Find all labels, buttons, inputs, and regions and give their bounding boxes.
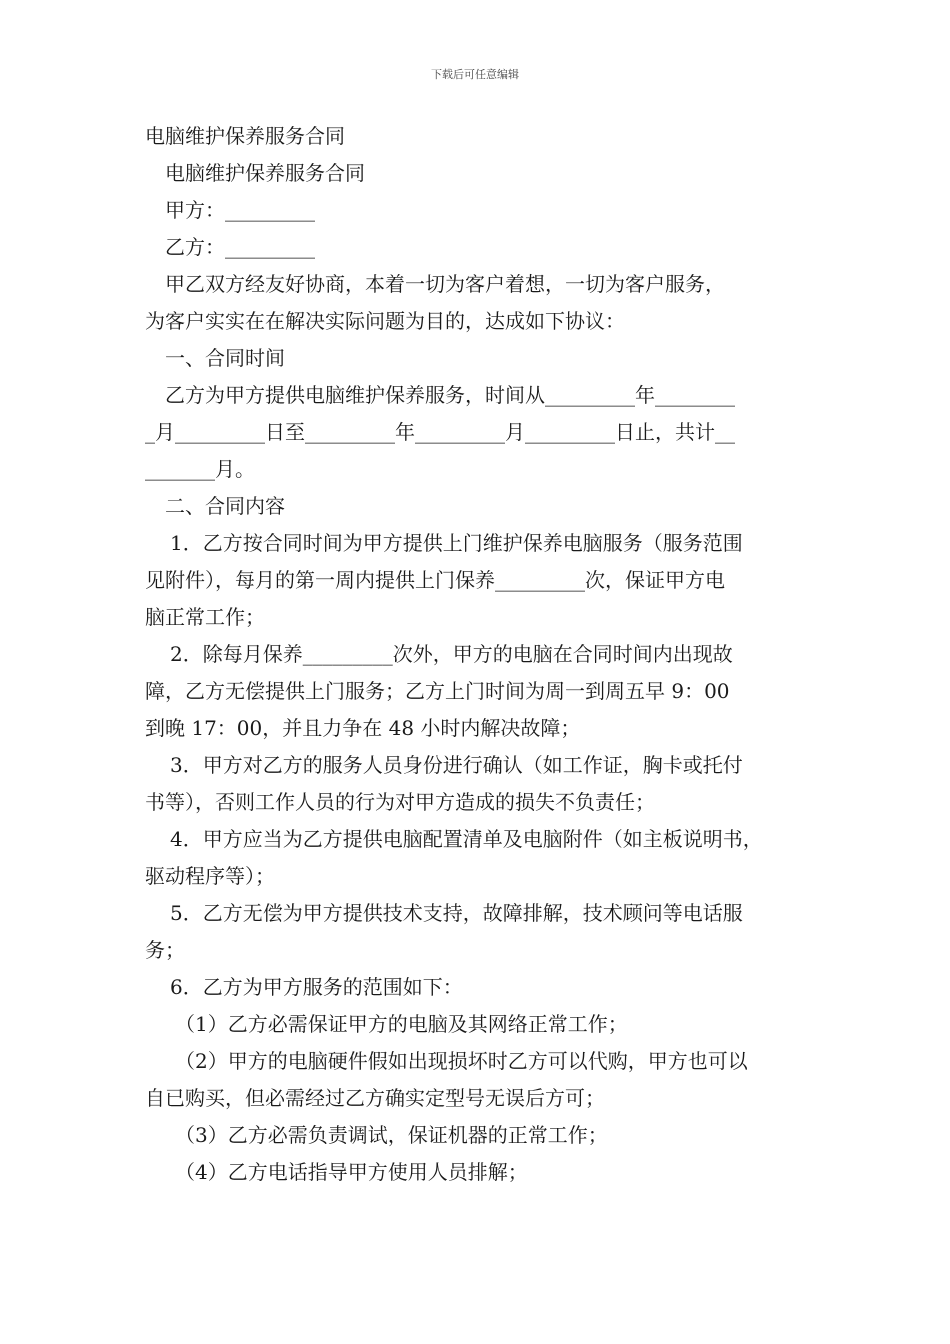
subclause-2-line-2: 自已购买，但必需经过乙方确实定型号无误后方可； xyxy=(145,1086,605,1110)
clause-6-line-1: 6．乙方为甲方服务的范围如下： xyxy=(170,975,463,999)
clause-3-line-1: 3．甲方对乙方的服务人员身份进行确认（如工作证，胸卡或托付 xyxy=(170,753,743,777)
subclause-2-line-1: （2）甲方的电脑硬件假如出现损坏时乙方可以代购，甲方也可以 xyxy=(175,1049,748,1073)
section-1-line-2: _月_________日至_________年_________月_________日止，共计__ xyxy=(145,420,735,444)
clause-2-line-2: 障，乙方无偿提供上门服务；乙方上门时间为周一到周五早 9：00 xyxy=(145,679,730,703)
subclause-3-line-1: （3）乙方必需负责调试，保证机器的正常工作； xyxy=(175,1123,608,1147)
clause-2-line-1: 2．除每月保养_________次外，甲方的电脑在合同时间内出现故 xyxy=(170,642,733,666)
section-2-heading: 二、合同内容 xyxy=(165,494,285,518)
contract-heading: 电脑维护保养服务合同 xyxy=(165,161,365,185)
clause-1-line-1: 1．乙方按合同时间为甲方提供上门维护保养电脑服务（服务范围 xyxy=(170,531,743,555)
section-1-heading: 一、合同时间 xyxy=(165,346,285,370)
subclause-4-line-1: （4）乙方电话指导甲方使用人员排解； xyxy=(175,1160,528,1184)
preamble-line-1: 甲乙双方经友好协商，本着一切为客户着想，一切为客户服务， xyxy=(165,272,725,296)
clause-2-line-3: 到晚 17：00，并且力争在 48 小时内解决故障； xyxy=(145,716,581,740)
page-header-note: 下载后可任意编辑 xyxy=(431,68,519,81)
clause-4-line-2: 驱动程序等）； xyxy=(145,864,275,888)
party-a-line: 甲方：_________ xyxy=(165,198,315,222)
clause-4-line-1: 4．甲方应当为乙方提供电脑配置清单及电脑附件（如主板说明书， xyxy=(170,827,763,851)
clause-5-line-2: 务； xyxy=(145,938,185,962)
party-b-line: 乙方：_________ xyxy=(165,235,315,259)
subclause-1-line-1: （1）乙方必需保证甲方的电脑及其网络正常工作； xyxy=(175,1012,628,1036)
document-title: 电脑维护保养服务合同 xyxy=(145,124,345,148)
clause-5-line-1: 5．乙方无偿为甲方提供技术支持，故障排解，技术顾问等电话服 xyxy=(170,901,743,925)
section-1-line-3: _______月。 xyxy=(145,457,255,481)
clause-3-line-2: 书等），否则工作人员的行为对甲方造成的损失不负责任； xyxy=(145,790,655,814)
clause-1-line-3: 脑正常工作； xyxy=(145,605,265,629)
document-body xyxy=(145,118,815,1191)
preamble-line-2: 为客户实实在在解决实际问题为目的，达成如下协议： xyxy=(145,309,625,333)
clause-1-line-2: 见附件），每月的第一周内提供上门保养_________次，保证甲方电 xyxy=(145,568,725,592)
section-1-line-1: 乙方为甲方提供电脑维护保养服务，时间从_________年________ xyxy=(165,383,735,407)
